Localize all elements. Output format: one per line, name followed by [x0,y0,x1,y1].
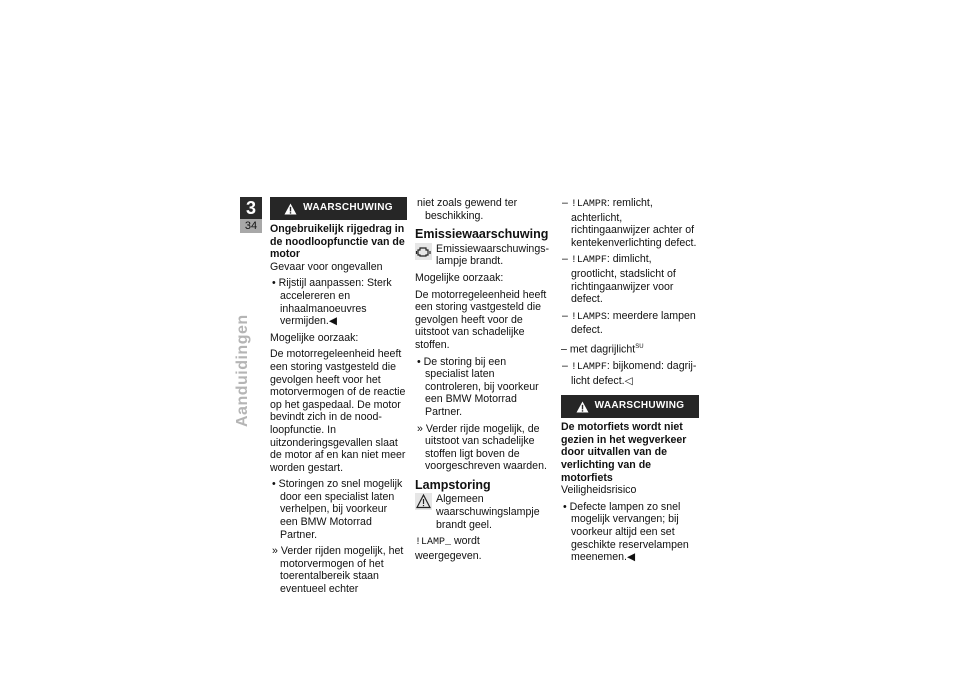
bullet-item: • De storing bij een specialist laten controleren, bij voorkeur een BMW Motorrad Partner. [417,355,539,418]
column-1 [270,197,407,600]
heading-lamp: Lampstoring [415,477,491,492]
warning-triangle-icon [284,203,297,215]
warning-triangle-icon [576,401,589,413]
lamp-indicator [415,493,549,531]
warning-label: WAARSCHUWING [594,400,685,412]
lamp-code: !LAMP_ [415,537,452,549]
lamp-item-text: : meerdere lampen defect. [571,309,696,337]
warning-title: Ongebruikelijk rijgedrag in de noodloopfunctie van de motor [270,223,405,261]
cause-text: De motorregeleenheid heeft een storing vastgesteld die gevolgen heeft voor het motorvermogen of de reactie op het gaspedaal. De motor bevindt zich in de noodloopfunctie. In uitzonderingsgevallen slaat de motor af en kan niet meer worden gestart. [270,348,406,474]
chapter-number: 3 [240,197,262,219]
bullet-item: • Storingen zo snel mogelijk door een specialist laten verhelpen, bij voorkeur een BMW Motorrad Partner. [272,478,403,541]
warning-title: De motorfiets wordt niet gezien in het wegverkeer door uitvallen van de verlichting van de motorfiets [561,421,687,484]
lamp-item-text: : remlicht, achterlicht, richtingaanwijzer achter of kentekenverlichting defect. [571,197,697,249]
result-item: » Verder rijde mogelijk, de uitstoot van schadelijke stoffen ligt boven de voorgeschreven waarden. [417,422,547,473]
bullet-item: • Rijstijl aanpassen: Sterk accelereren en inhaalmanoeuvres vermijden.◀ [272,277,392,328]
lamp-item-text: : dimlicht, grootlicht, stadslicht of richtingaanwijzer voor defect. [571,253,676,306]
lamp-code: !LAMPR [570,199,607,210]
lamp-item-text: : bijkomend: dagrijlicht defect.◁ [571,360,697,387]
warning-banner [270,197,407,220]
continued-text: niet zoals gewend ter beschikking. [417,197,518,222]
column-3 [561,197,699,568]
emission-icon-text: Emissiewaarschuwingslampje brandt. [436,242,550,268]
engine-warning-icon [415,243,432,260]
lamp-code: !LAMPF [570,362,607,374]
cause-label: Mogelijke oorzaak: [415,271,504,284]
page-number: 34 [240,219,262,233]
lamp-display-line [415,535,549,562]
cause-label: Mogelijke oorzaak: [270,331,359,344]
daylight-text: – met dagrijlicht [561,343,636,356]
cause-text: De motorregeleenheid heeft een storing vastgesteld die gevolgen heeft voor de uitstoot van schadelijke stoffen. [415,288,547,351]
lamp-code: !LAMPF [570,255,607,267]
lamp-item: – !LAMPS: meerdere lampen defect. [562,309,696,337]
column-2 [415,197,549,566]
option-code: SU [635,343,644,350]
general-warning-icon [415,493,432,510]
bullet-item: • Defecte lampen zo snel mogelijk vervangen; bij voorkeur altijd een set geschikte reservelampen meenemen.◀ [563,500,689,564]
emission-indicator [415,243,549,268]
lamp-code: !LAMPS [570,311,607,323]
lamp-item: – !LAMPF: bijkomend: dagrijlicht defect.◁ [562,360,697,387]
chapter-title: Aanduidingen [234,314,251,427]
lamp-code-text: wordt weergegeven. [415,535,482,562]
warning-label: WAARSCHUWING [303,202,393,214]
warning-banner [561,395,699,418]
result-item: » Verder rijden mogelijk, het motorvermogen of het toerentalbereik staan eventueel echter [272,545,404,596]
hazard-text: Gevaar voor ongevallen [270,260,383,273]
lamp-icon-text: Algemeen waarschuwingslampje brandt geel. [436,493,540,531]
heading-emission: Emissiewaarschuwing [415,227,549,242]
hazard-text: Veiligheidsrisico [561,484,637,497]
chapter-sidebar [234,197,262,427]
daylight-option [561,341,699,356]
lamp-item: – !LAMPR: remlicht, achterlicht, richtingaanwijzer achter of kentekenverlichting defect. [562,197,697,249]
lamp-item: – !LAMPF: dimlicht, grootlicht, stadslicht of richtingaanwijzer voor defect. [562,253,676,306]
